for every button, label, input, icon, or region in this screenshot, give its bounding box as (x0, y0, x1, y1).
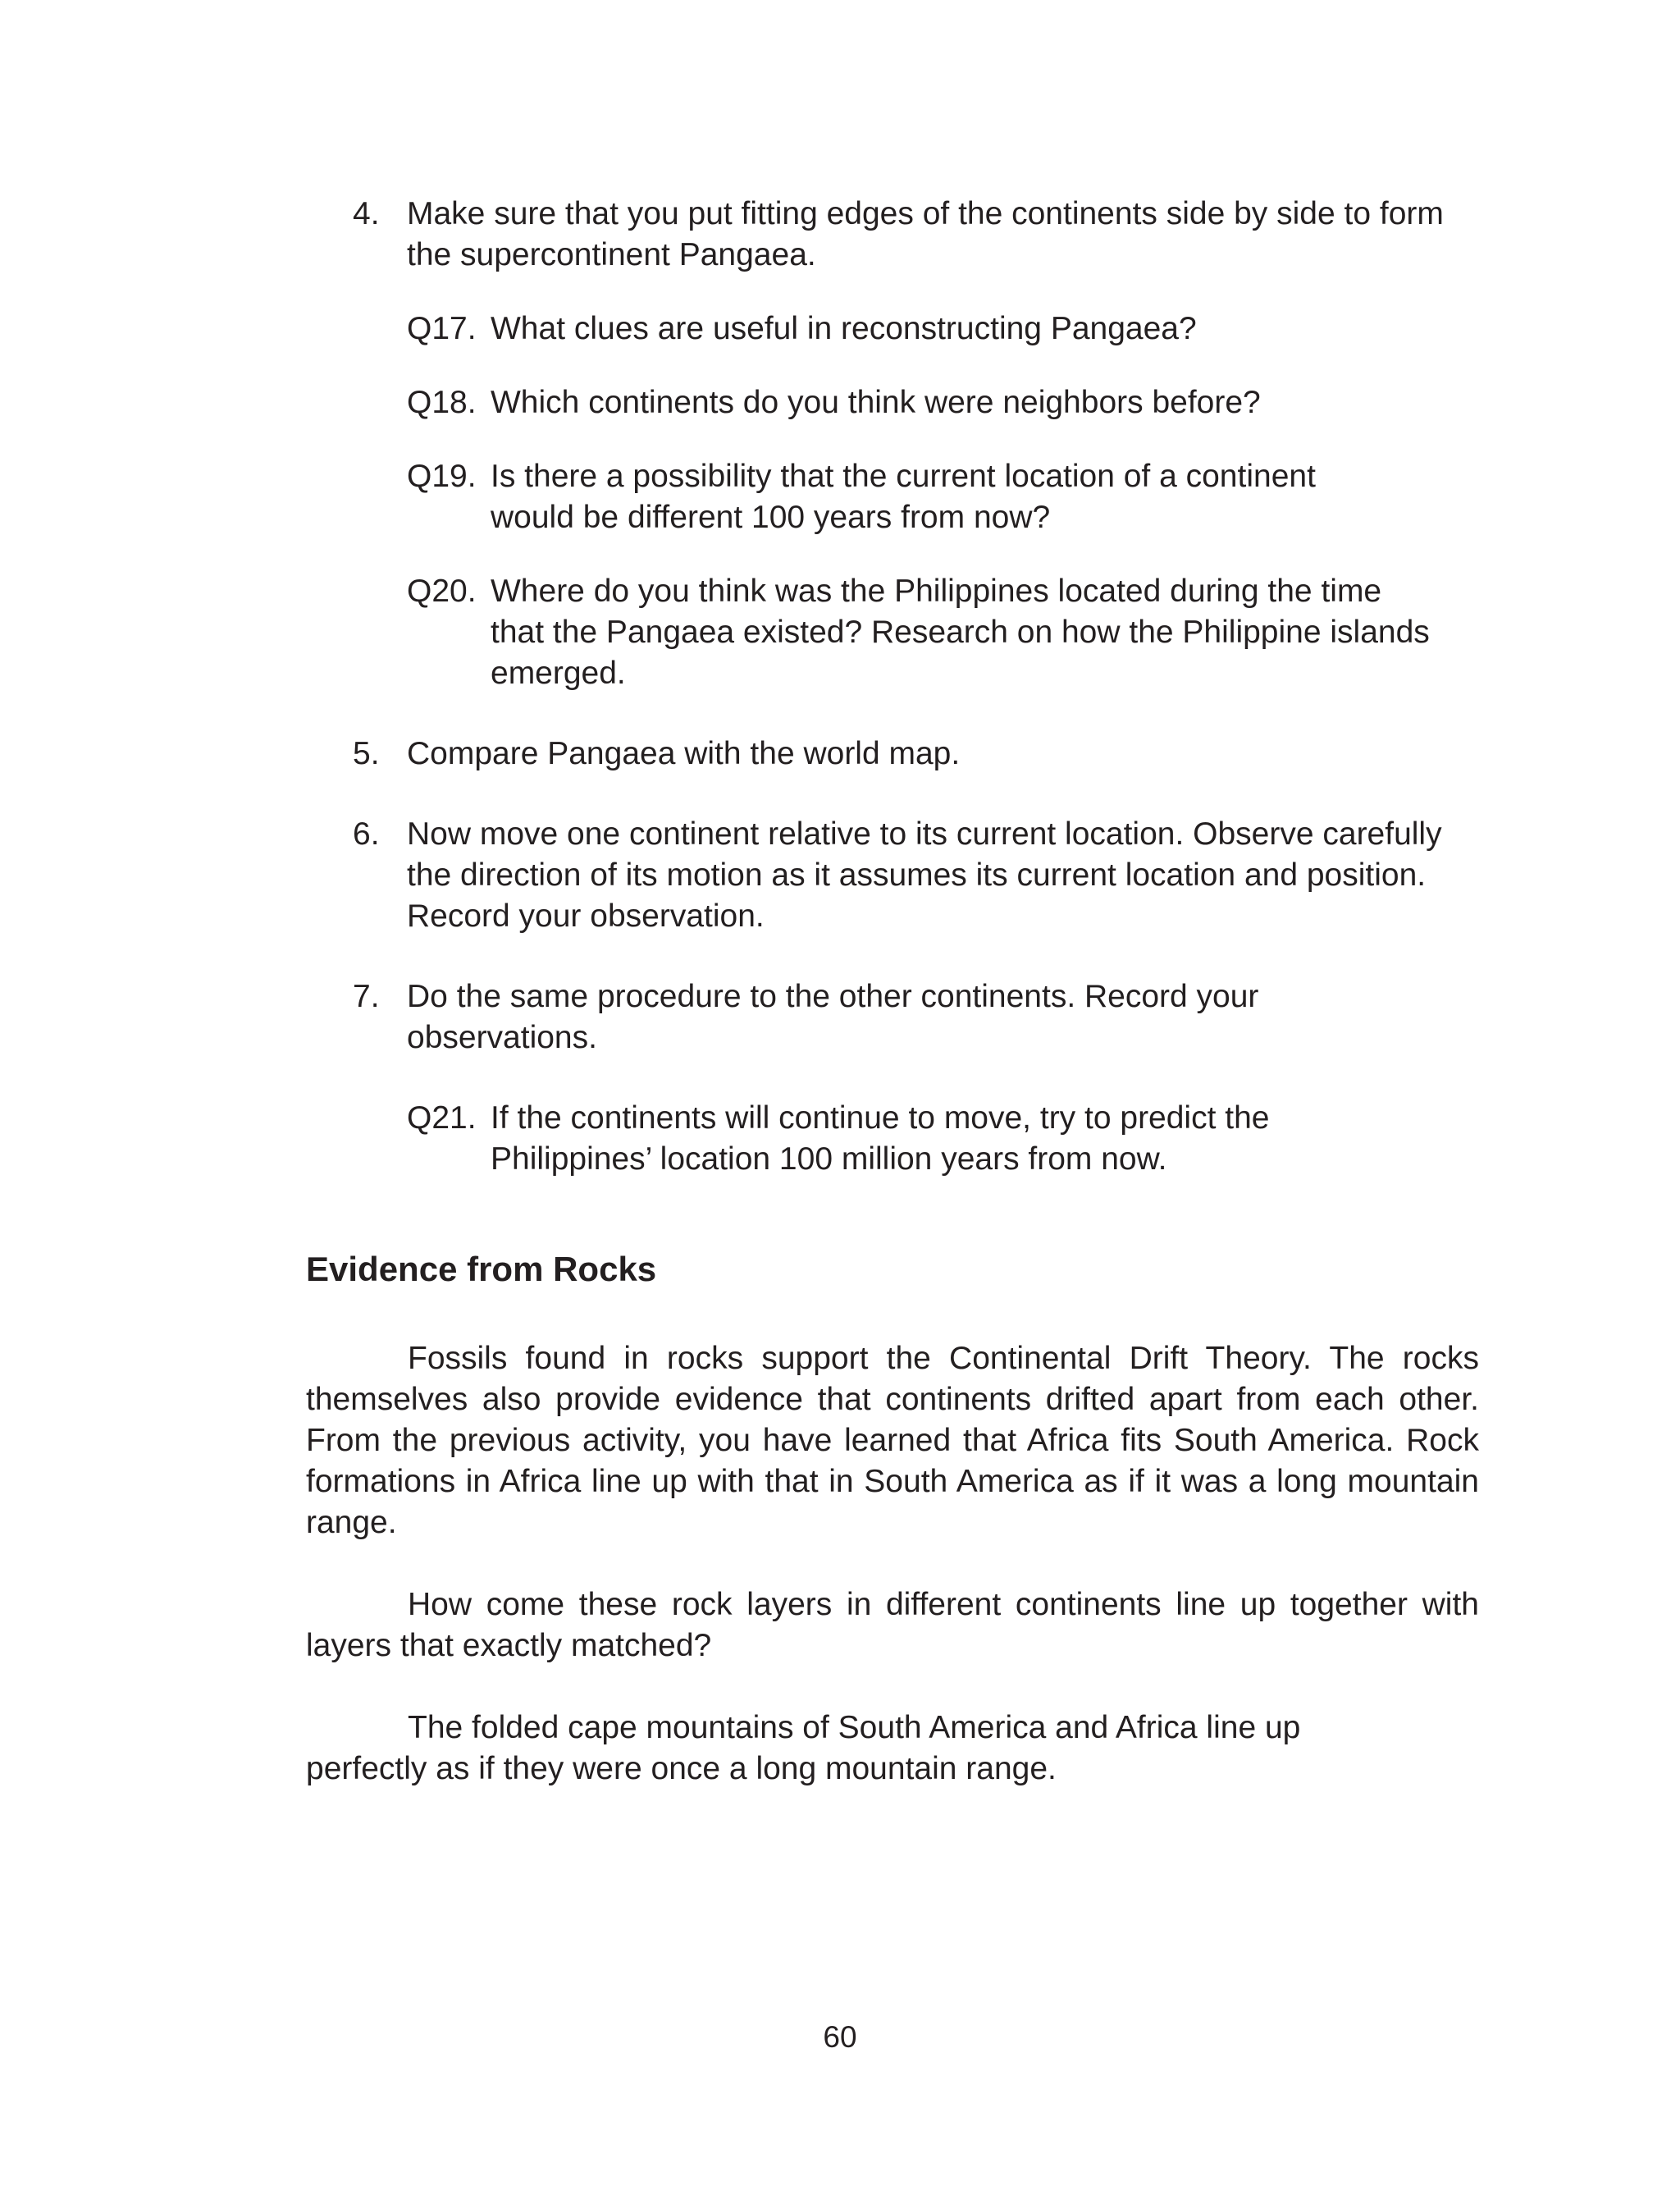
step-number: 5. (353, 736, 380, 771)
question-text: What clues are useful in reconstructing Pangaea? (491, 311, 1197, 346)
question-text: Is there a possibility that the current location of a continent would be different 100 years from now? (491, 459, 1316, 535)
procedure-step-6 (353, 814, 1465, 937)
procedure-step-7 (353, 976, 1358, 1058)
question-q20 (407, 571, 1442, 694)
question-number: Q18. (407, 385, 477, 420)
question-number: Q19. (407, 459, 477, 494)
evidence-section (306, 1248, 1479, 1790)
question-number: Q17. (407, 311, 477, 346)
question-text: Where do you think was the Philippines located during the time that the Pangaea existed? Research on how the Philippine islands emerged. (491, 574, 1430, 691)
question-q17 (407, 309, 1475, 350)
question-q19 (407, 456, 1376, 538)
step-number: 4. (353, 196, 380, 231)
step-number: 7. (353, 979, 380, 1014)
step-text: Compare Pangaea with the world map. (407, 736, 961, 771)
step-text: Do the same procedure to the other continents. Record your observations. (407, 979, 1259, 1055)
question-number: Q20. (407, 574, 477, 609)
body-paragraph-2: How come these rock layers in different continents line up together with layers that exactly matched? (306, 1587, 1479, 1663)
question-text: Which continents do you think were neighbors before? (491, 385, 1261, 420)
procedure-step-4 (353, 194, 1481, 276)
question-number: Q21. (407, 1100, 477, 1136)
question-text: If the continents will continue to move, try to predict the Philippines’ location 100 million years from now. (491, 1100, 1270, 1177)
step-text: Make sure that you put fitting edges of the continents side by side to form the supercontinent Pangaea. (407, 196, 1444, 272)
body-paragraph-1: Fossils found in rocks support the Continental Drift Theory. The rocks themselves also provide evidence that continents drifted apart from each other. From the previous activity, you have learned that Africa fits South America. Rock formations in Africa line up with that in South America as if it was a long mountain range. (306, 1341, 1479, 1540)
procedure-list (353, 194, 1485, 1180)
step-number: 6. (353, 816, 380, 852)
body-paragraph-3: The folded cape mountains of South America and Africa line up perfectly as if they were once a long mountain range. (306, 1710, 1301, 1786)
procedure-step-5 (353, 734, 1481, 775)
page-number: 60 (823, 2020, 857, 2054)
question-q18 (407, 382, 1475, 423)
step-text: Now move one continent relative to its current location. Observe carefully the direction of its motion as it assumes its current location and position. Record your observation. (407, 816, 1442, 934)
question-q21 (407, 1098, 1360, 1180)
section-heading: Evidence from Rocks (306, 1250, 657, 1288)
